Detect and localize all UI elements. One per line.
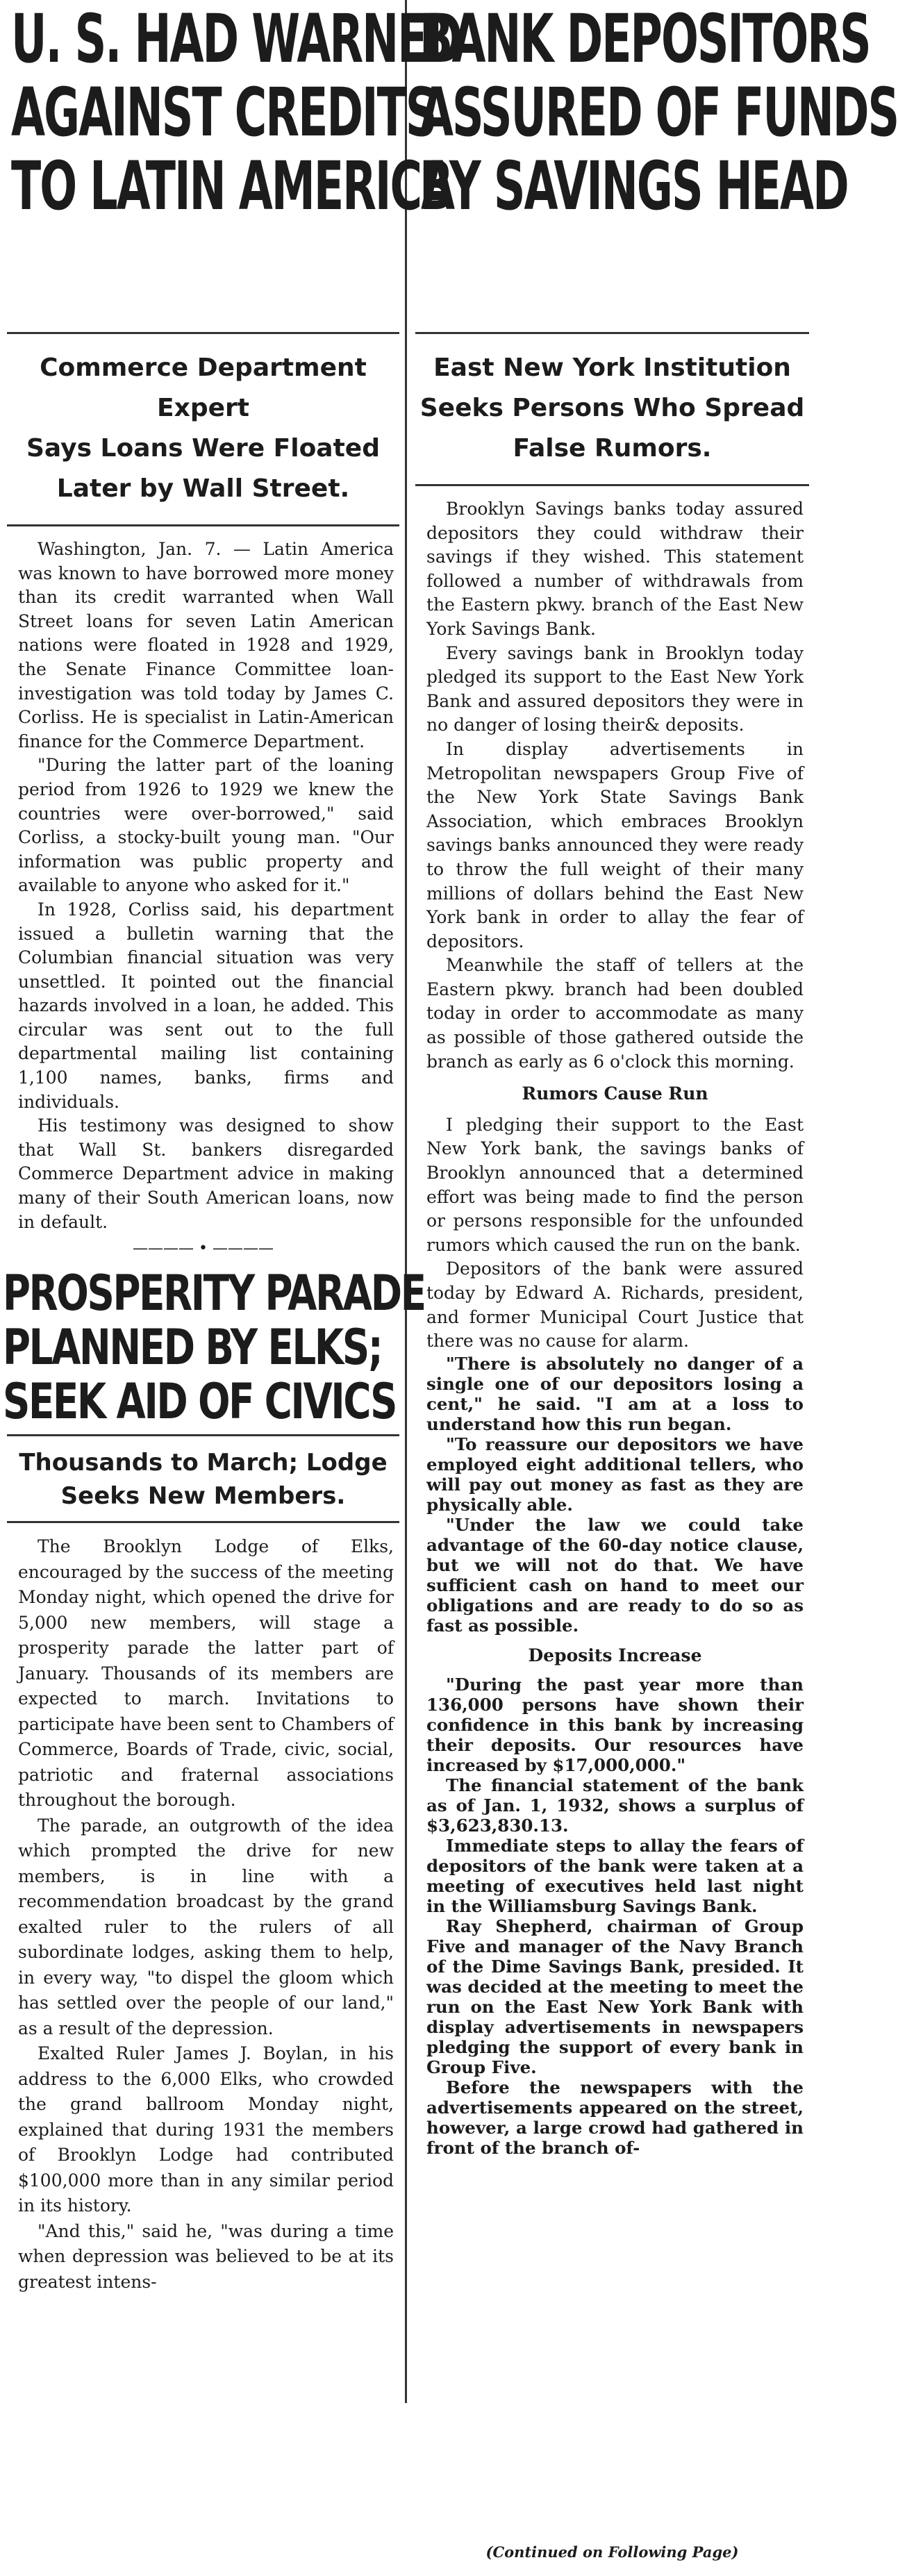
- story-paragraph: Exalted Ruler James J. Boylan, in his address to the 6,000 Elks, who crowded the grand ballroom Monday night, explained that during 1931 the members of Brooklyn Lodge had contributed $100,000 more than in any similar period in its history.: [18, 2043, 394, 2216]
- subhead-deposits: Deposits Increase: [528, 1645, 702, 1665]
- deck-line: False Rumors.: [513, 434, 712, 463]
- deck-line: Thousands to March; Lodge: [19, 1449, 388, 1477]
- headline-line: PROSPERITY PARADE: [3, 1265, 425, 1322]
- story-paragraph: "During the latter part of the loaning period from 1926 to 1929 we knew the countries were over-borrowed," said Corliss, a stocky-built young man. "Our information was public property and available to anyone who asked for it.": [18, 755, 394, 896]
- headline-line: BY SAVINGS HEAD: [419, 147, 848, 225]
- deck-line: East New York Institution: [433, 354, 791, 382]
- story-paragraph: "To reassure our depositors we have employed eight additional tellers, who will pay out money as fast as they are physically able.: [426, 1434, 804, 1515]
- left-column: [0, 0, 462, 2295]
- deck-line: Seeks Persons Who Spread: [419, 394, 805, 422]
- story-paragraph: "And this," said he, "was during a time when depression was believed to be at its greatest intens-: [18, 2220, 394, 2292]
- right-column: [408, 0, 898, 2159]
- continued-notice: (Continued on Following Page): [485, 2543, 739, 2561]
- story-paragraph: Before the newspapers with the advertisements appeared on the street, however, a large crowd had gathered in front of the branch of-: [426, 2077, 804, 2159]
- deck-line: Later by Wall Street.: [56, 474, 350, 503]
- right-headline: [408, 0, 898, 332]
- deck-line: Seeks New Members.: [60, 1482, 346, 1511]
- story-paragraph: Meanwhile the staff of tellers at the Eastern pkwy. branch had been doubled today in order to accommodate as many as possible of those gathered outside the branch as early as 6 o'clock this morning.: [426, 955, 804, 1072]
- left-story-body: [0, 526, 406, 1234]
- left-headline: [0, 0, 462, 332]
- deck-line: Commerce Department Expert: [40, 354, 367, 422]
- story-paragraph: Depositors of the bank were assured today by Edward A. Richards, president, and former Municipal Court Justice that there was no cause for alarm.: [426, 1258, 804, 1352]
- deposits-block: [426, 1675, 804, 2158]
- headline-line: SEEK AID OF CIVICS: [3, 1373, 397, 1431]
- elks-story-body: [0, 1523, 406, 2295]
- deck-line: Says Loans Were Floated: [26, 434, 380, 463]
- story-paragraph: In display advertisements in Metropolitan newspapers Group Five of the New York State Savings Bank Association, which embraces Brooklyn savings banks announced they were ready to throw the full weight of their many millions of dollars behind the East New York bank in order to allay the fear of depositors.: [426, 738, 804, 952]
- quote-block: [426, 1354, 804, 1636]
- elks-deck: [0, 1436, 406, 1521]
- story-paragraph: The parade, an outgrowth of the idea which prompted the drive for new members, is in line with a recommendation broadcast by the grand exalted ruler to the rulers of all subordinate lodges, asking them to help, in every way, "to dispel the gloom which has settled over the people of our land," as a result of the depression.: [18, 1815, 394, 2038]
- story-paragraph: The financial statement of the bank as of Jan. 1, 1932, shows a surplus of $3,623,830.13.: [426, 1775, 804, 1836]
- elks-headline: [0, 1256, 425, 1434]
- story-paragraph: "There is absolutely no danger of a single one of our depositors losing a cent," he said. "I am at a loss to understand how this run began.: [426, 1353, 804, 1434]
- story-paragraph: Ray Shepherd, chairman of Group Five and manager of the Navy Branch of the Dime Savings Bank, presided. It was decided at the meeting to meet the run on the East New York Bank with display advertisements in newspapers pledging the support of every bank in Group Five.: [426, 1916, 804, 2078]
- story-paragraph: The Brooklyn Lodge of Elks, encouraged by the success of the meeting Monday night, which opened the drive for 5,000 new members, will stage a prosperity parade the latter part of January. Thousands of its members are expected to march. Invitations to participate have been sent to Chambers of Commerce, Boards of Trade, civic, social, patriotic and fraternal associations throughout the borough.: [18, 1536, 394, 1811]
- story-paragraph: "During the past year more than 136,000 persons have shown their confidence in this bank by increasing their deposits. Our resources have increased by $17,000,000.": [426, 1675, 804, 1776]
- story-paragraph: His testimony was designed to show that Wall St. bankers disregarded Commerce Department advice in making many of their South American loans, now in default.: [18, 1115, 394, 1232]
- headline-line: PLANNED BY ELKS;: [3, 1319, 382, 1377]
- story-paragraph: I pledging their support to the East New York bank, the savings banks of Brooklyn announced that a determined effort was being made to find the person or persons responsible for the unfounded rumors which caused the run on the bank.: [426, 1114, 804, 1255]
- story-paragraph: Washington, Jan. 7. — Latin America was known to have borrowed more money than its credit warranted when Wall Street loans for seven Latin American nations were floated in 1928 and 1929, the Senate Finance Committee loan-investigation was told today by James C. Corliss. He is specialist in Latin-American finance for the Commerce Department.: [18, 539, 394, 751]
- story-paragraph: Immediate steps to allay the fears of depositors of the bank were taken at a meeting of executives held last night in the Williamsburg Savings Bank.: [426, 1836, 804, 1917]
- headline-line: TO LATIN AMERICA: [11, 147, 454, 225]
- right-deck: [408, 334, 816, 484]
- headline-line: U. S. HAD WARNED: [11, 0, 462, 78]
- headline-line: ASSURED OF FUNDS: [419, 74, 898, 151]
- section-divider: ———— • ————: [133, 1240, 274, 1258]
- subhead-rumors: Rumors Cause Run: [522, 1083, 708, 1104]
- right-story-body: [408, 486, 816, 2158]
- headline-line: AGAINST CREDITS: [11, 74, 436, 151]
- story-paragraph: "Under the law we could take advantage of the 60-day notice clause, but we will not do that. We have sufficient cash on hand to meet our obligations and are ready to do so as fast as possible.: [426, 1514, 804, 1636]
- story-paragraph: In 1928, Corliss said, his department issued a bulletin warning that the Columbian financial situation was very unsettled. It pointed out the financial hazards involved in a loan, he added. This circular was sent out to the full departmental mailing list containing 1,100 names, banks, firms and individuals.: [18, 899, 394, 1112]
- headline-line: BANK DEPOSITORS: [419, 0, 870, 78]
- left-deck: [0, 334, 406, 524]
- story-paragraph: Brooklyn Savings banks today assured depositors they could withdraw their savings if they wished. This statement followed a number of withdrawals from the Eastern pkwy. branch of the East New York Savings Bank.: [426, 499, 804, 639]
- story-paragraph: Every savings bank in Brooklyn today pledged its support to the East New York Bank and assured depositors they were in no danger of losing their& deposits.: [426, 642, 804, 736]
